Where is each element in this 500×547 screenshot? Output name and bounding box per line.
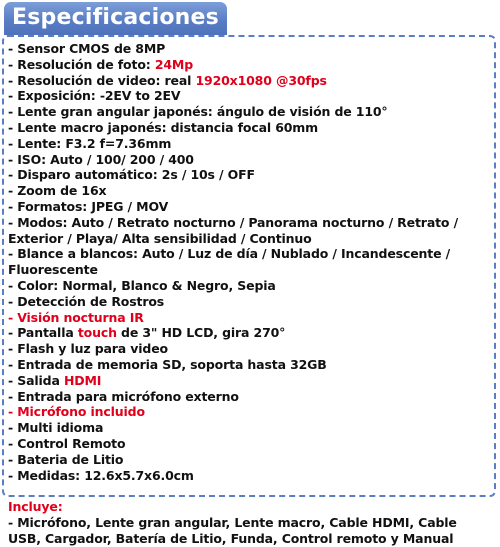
spec-line: Fluorescente [8, 262, 98, 278]
includes-line: USB, Cargador, Batería de Litio, Funda, Control remoto y Manual [8, 530, 454, 546]
spec-line: - Multi idioma [8, 420, 104, 436]
spec-line: - Lente macro japonés: distancia focal 60mm [8, 119, 319, 135]
spec-line: Exterior / Playa/ Alta sensibilidad / Continuo [8, 230, 312, 246]
spec-line: - Flash y luz para video [8, 341, 168, 357]
section-header [4, 2, 227, 35]
spec-line: - Lente: F3.2 f=7.36mm [8, 135, 172, 151]
spec-line: - Resolución de foto: 24Mp [8, 56, 193, 72]
spec-line: - Pantalla touch de 3" HD LCD, gira 270° [8, 325, 286, 341]
spec-line: - Bateria de Litio [8, 451, 124, 467]
spec-line: - Formatos: JPEG / MOV [8, 198, 169, 214]
spec-line: - Salida HDMI [8, 372, 102, 388]
spec-line: - Zoom de 16x [8, 183, 107, 199]
spec-line: - ISO: Auto / 100/ 200 / 400 [8, 151, 194, 167]
specs-list [8, 41, 496, 547]
spec-line: - Color: Normal, Blanco & Negro, Sepia [8, 277, 276, 293]
includes-line: - Micrófono, Lente gran angular, Lente macro, Cable HDMI, Cable [8, 514, 457, 530]
spec-line: - Blance a blancos: Auto / Luz de día / Nublado / Incandescente / [8, 246, 451, 262]
spacer [8, 483, 496, 499]
spec-line: - Entrada de memoria SD, soporta hasta 32GB [8, 356, 327, 372]
spec-line: - Entrada para micrófono externo [8, 388, 239, 404]
includes-label: Incluye: [8, 499, 63, 515]
spec-line: - Control Remoto [8, 435, 126, 451]
spec-line: - Sensor CMOS de 8MP [8, 41, 166, 56]
spec-line: - Detección de Rostros [8, 293, 165, 309]
spec-line: - Modos: Auto / Retrato nocturno / Panorama nocturno / Retrato / [8, 214, 458, 230]
spec-line: - Visión nocturna IR [8, 309, 144, 325]
spec-line: - Resolución de video: real 1920x1080 @30fps [8, 72, 327, 88]
header-title: Especificaciones [12, 5, 219, 30]
spec-line: - Medidas: 12.6x5.7x6.0cm [8, 467, 194, 483]
spec-line: - Micrófono incluido [8, 404, 145, 420]
spec-line: - Lente gran angular japonés: ángulo de visión de 110° [8, 104, 388, 120]
spec-line: - Disparo automático: 2s / 10s / OFF [8, 167, 255, 183]
spec-line: - Exposición: -2EV to 2EV [8, 88, 181, 104]
